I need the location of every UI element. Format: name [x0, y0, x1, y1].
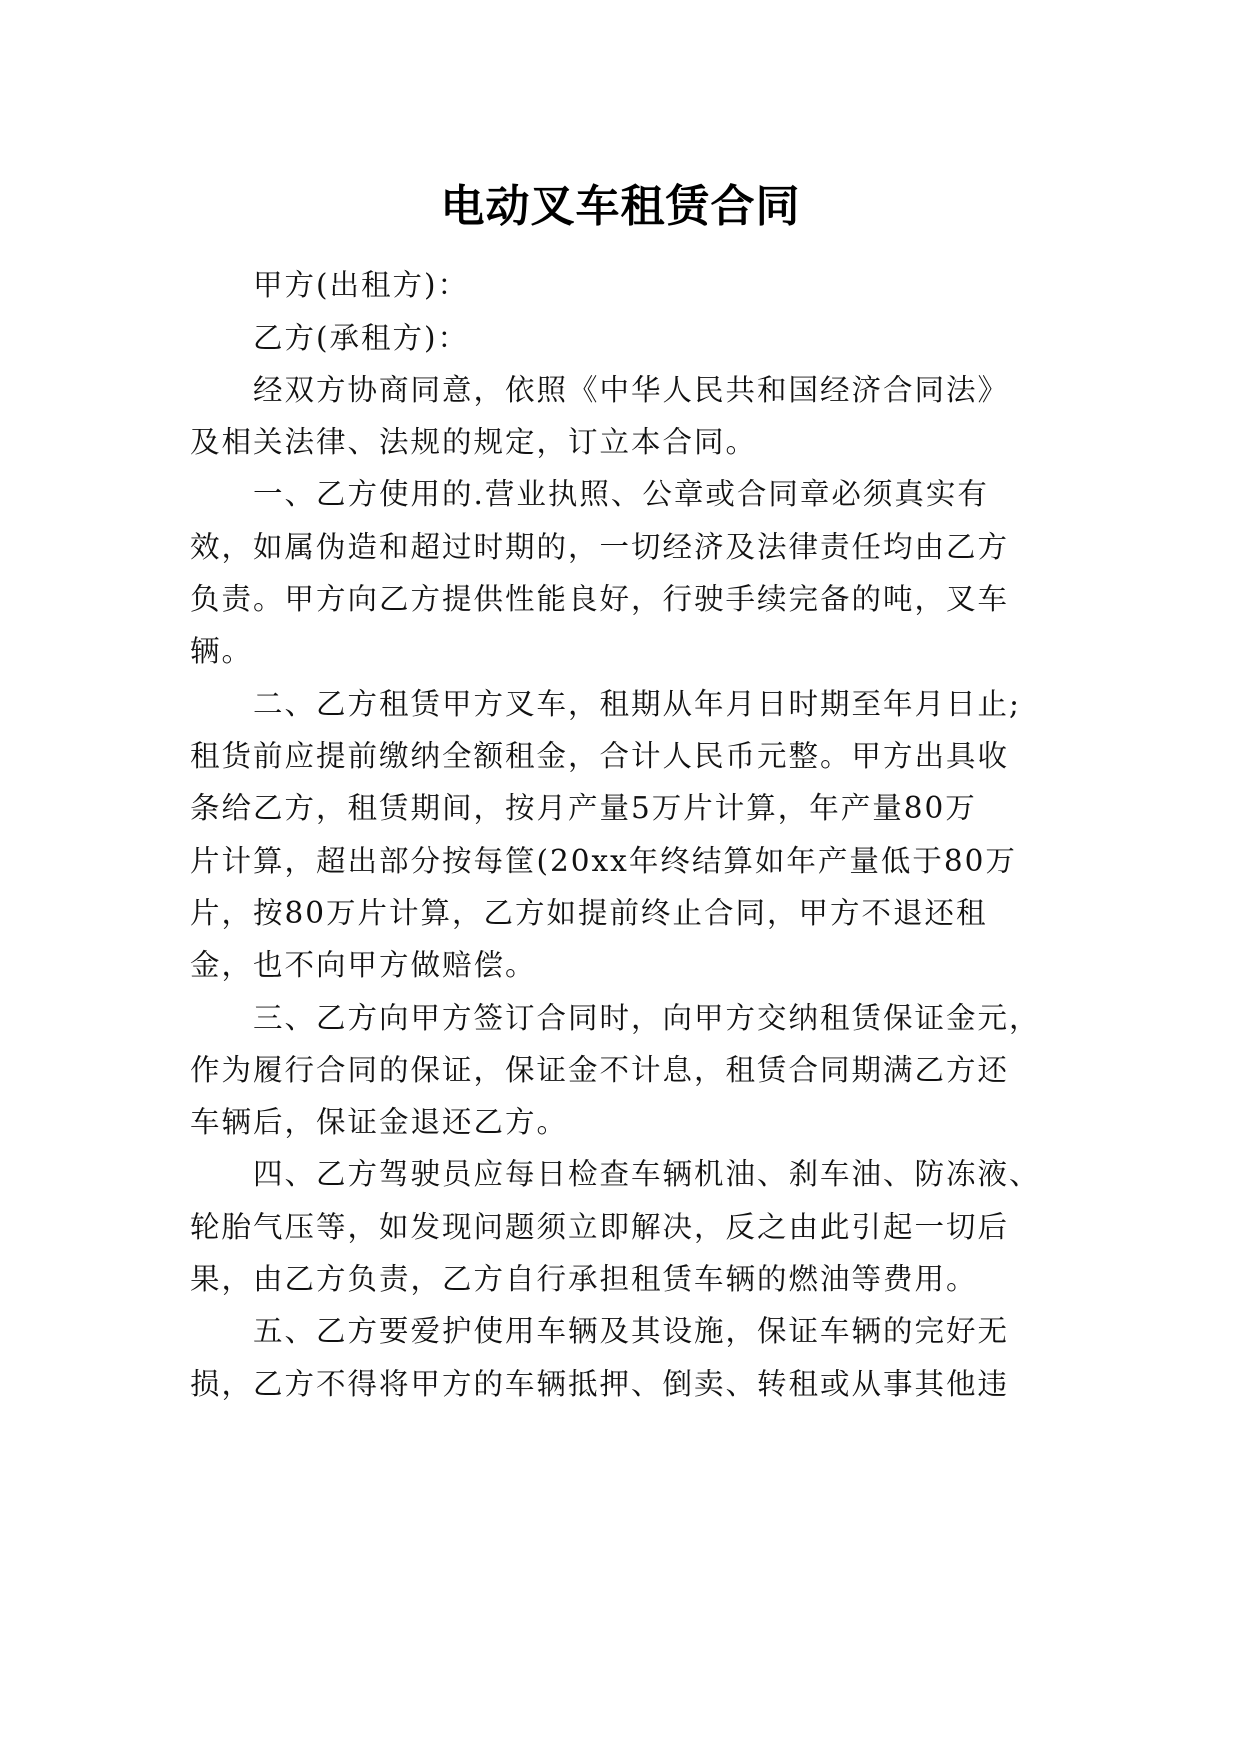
- document-title: 电动叉车租赁合同: [440, 181, 801, 233]
- clause-3-line-2: 作为履行合同的保证，保证金不计息，租赁合同期满乙方还: [190, 1053, 1010, 1087]
- clause-2-line-4: 片计算，超出部分按每筐(20xx年终结算如年产量低于80万: [190, 844, 1017, 878]
- clause-3-line-3: 车辆后，保证金退还乙方。: [190, 1105, 569, 1139]
- preamble-line-1: 经双方协商同意，依照《中华人民共和国经济合同法》: [253, 373, 1010, 407]
- clause-2-line-3: 条给乙方，租赁期间，按月产量5万片计算，年产量80万: [190, 791, 977, 825]
- preamble-line-2: 及相关法律、法规的规定，订立本合同。: [190, 425, 758, 459]
- clause-2-line-1: 二、乙方租赁甲方叉车，租期从年月日时期至年月日止;: [253, 687, 1021, 721]
- clause-3-line-1: 三、乙方向甲方签订合同时，向甲方交纳租赁保证金元，: [253, 1001, 1041, 1035]
- clause-4-line-1: 四、乙方驾驶员应每日检查车辆机油、刹车油、防冻液、: [253, 1157, 1041, 1191]
- clause-1-line-2: 效，如属伪造和超过时期的，一切经济及法律责任均由乙方: [190, 530, 1010, 564]
- clause-4-line-2: 轮胎气压等，如发现问题须立即解决，反之由此引起一切后: [190, 1210, 1010, 1244]
- clause-2-line-2: 租货前应提前缴纳全额租金，合计人民币元整。甲方出具收: [190, 739, 1010, 773]
- clause-2-line-6: 金，也不向甲方做赔偿。: [190, 948, 537, 982]
- clause-2-line-5: 片，按80万片计算，乙方如提前终止合同，甲方不退还租: [190, 896, 988, 930]
- party-b-line: 乙方(承租方)：: [253, 321, 470, 355]
- clause-4-line-3: 果，由乙方负责，乙方自行承担租赁车辆的燃油等费用。: [190, 1262, 978, 1296]
- clause-1-line-4: 辆。: [190, 634, 254, 668]
- clause-5-line-2: 损，乙方不得将甲方的车辆抵押、倒卖、转租或从事其他违: [190, 1367, 1010, 1401]
- clause-1-line-3: 负责。甲方向乙方提供性能良好，行驶手续完备的吨，叉车: [190, 582, 1010, 616]
- clause-5-line-1: 五、乙方要爱护使用车辆及其设施，保证车辆的完好无: [253, 1314, 1010, 1348]
- clause-1-line-1: 一、乙方使用的.营业执照、公章或合同章必须真实有: [253, 477, 989, 511]
- party-a-line: 甲方(出租方)：: [253, 268, 470, 302]
